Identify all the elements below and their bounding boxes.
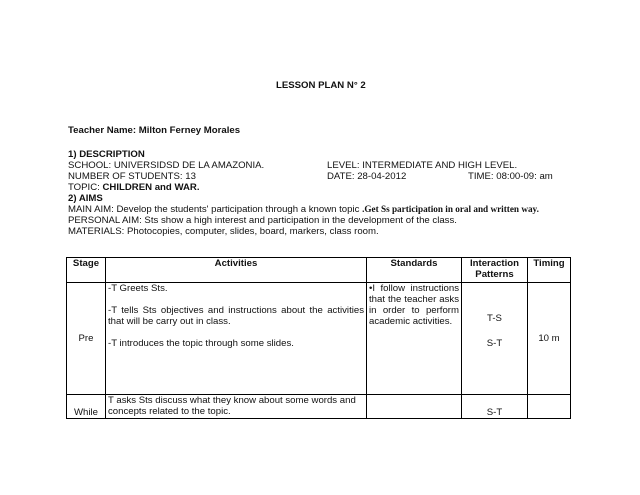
teacher-name-line	[68, 125, 240, 136]
teacher-name: Milton Ferney Morales	[138, 125, 241, 136]
interaction-cell	[462, 395, 528, 419]
main-aim-text: MAIN AIM: Develop the students' participation through a known topic	[68, 204, 363, 215]
personal-aim-line: PERSONAL AIM: Sts show a high interest and participation in the development of the class.	[68, 215, 457, 226]
lesson-plan-title: LESSON PLAN N° 2	[276, 80, 366, 91]
table-row	[67, 283, 571, 395]
activity-item: T asks Sts discuss what they know about some words and concepts related to the topic.	[108, 395, 356, 417]
stage-cell: Pre	[67, 283, 106, 395]
aims-heading: 2) AIMS	[68, 193, 103, 204]
activity-item: -T introduces the topic through some slides.	[108, 338, 294, 349]
header-standards: Standards	[367, 258, 462, 283]
level-line: LEVEL: INTERMEDIATE AND HIGH LEVEL.	[327, 160, 518, 171]
time-line: TIME: 08:00-09: am	[468, 171, 553, 182]
interaction-cell	[462, 283, 528, 395]
lesson-table	[66, 257, 571, 419]
activities-cell	[106, 395, 367, 419]
header-activities: Activities	[106, 258, 367, 283]
topic-label: TOPIC:	[68, 182, 103, 193]
table-header-row	[67, 258, 571, 283]
standards-cell: •I follow instructions that the teacher asks in order to perform academic activities.	[367, 283, 462, 395]
interaction-value: T-S	[487, 313, 502, 324]
description-heading: 1) DESCRIPTION	[68, 149, 145, 160]
header-interaction: Interaction Patterns	[462, 258, 528, 283]
interaction-value: S-T	[486, 407, 503, 418]
header-timing: Timing	[528, 258, 571, 283]
stage-cell: While	[67, 395, 106, 419]
date-line: DATE: 28-04-2012	[327, 171, 407, 182]
timing-cell: 10 m	[528, 283, 571, 395]
header-stage: Stage	[67, 258, 106, 283]
table-row	[67, 395, 571, 419]
activity-item: -T Greets Sts.	[108, 283, 168, 294]
topic-line	[68, 182, 200, 193]
activities-cell	[106, 283, 367, 395]
topic-value: CHILDREN and WAR.	[102, 182, 200, 193]
interaction-value: S-T	[486, 338, 503, 349]
activity-item: -T tells Sts objectives and instructions about the activities that will be carry out in class.	[108, 305, 364, 327]
main-aim-serif-text: .Get Ss participation in oral and written way.	[362, 204, 539, 214]
timing-cell	[528, 395, 571, 419]
teacher-label: Teacher Name:	[68, 125, 139, 136]
standards-cell	[367, 395, 462, 419]
students-line: NUMBER OF STUDENTS: 13	[68, 171, 196, 182]
school-line: SCHOOL: UNIVERSIDSD DE LA AMAZONIA.	[68, 160, 265, 171]
materials-line: MATERIALS: Photocopies, computer, slides, board, markers, class room.	[68, 226, 379, 237]
main-aim-line	[68, 204, 539, 215]
